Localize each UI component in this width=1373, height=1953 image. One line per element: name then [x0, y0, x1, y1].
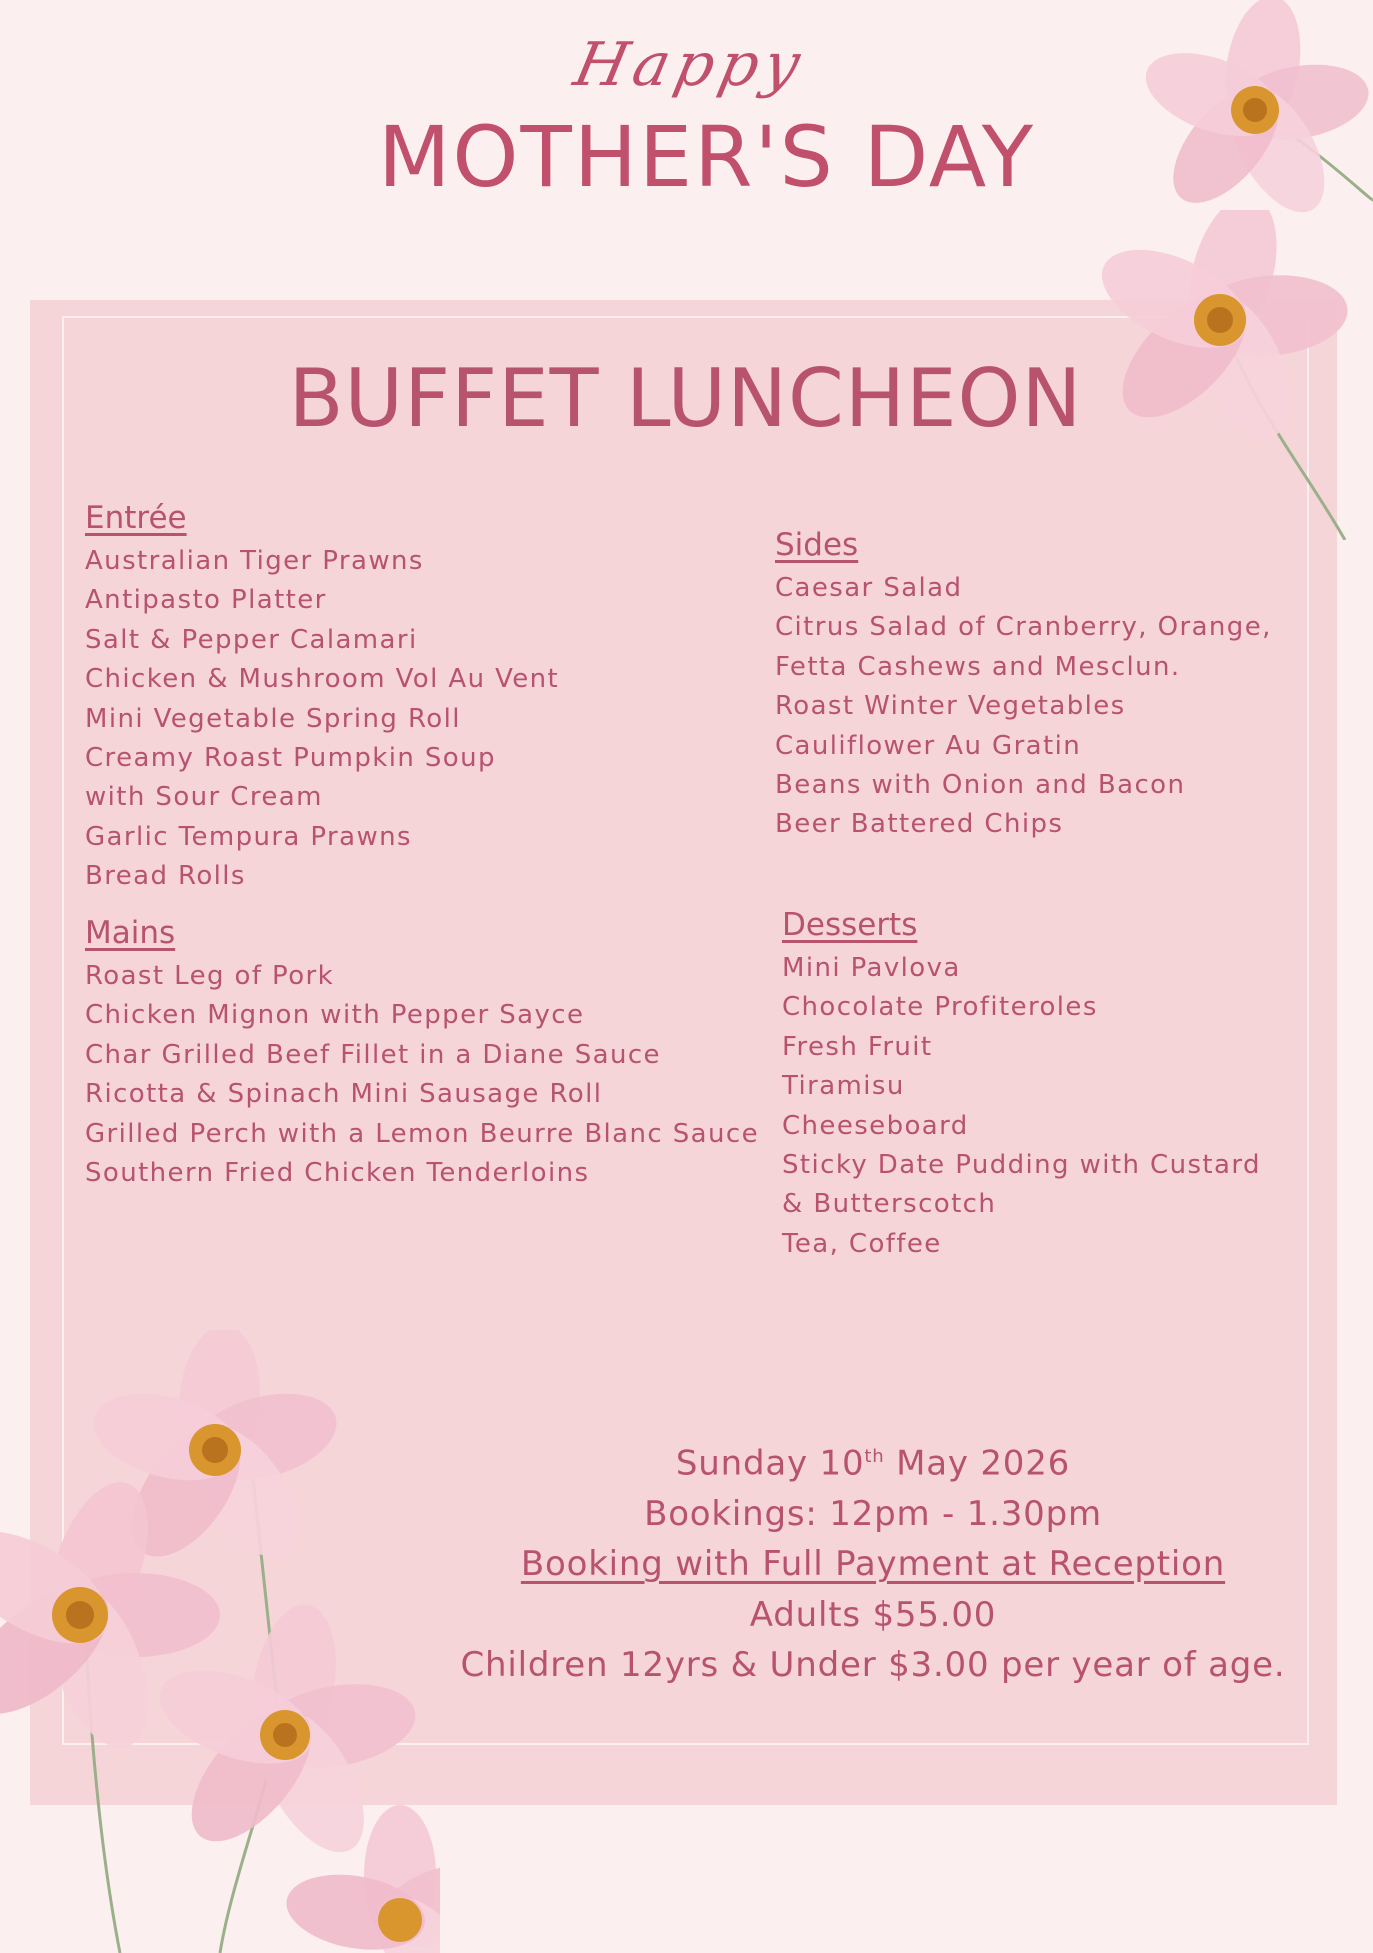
sides-section	[775, 527, 1272, 845]
desserts-section	[782, 907, 1261, 1264]
menu-item: Ricotta & Spinach Mini Sausage Roll	[85, 1079, 603, 1110]
flower-petals	[1135, 0, 1373, 228]
event-info	[430, 1432, 1316, 1691]
menu-item: Bread Rolls	[85, 861, 246, 892]
menu-item: Tiramisu	[782, 1071, 905, 1102]
menu-item: Fetta Cashews and Mesclun.	[775, 651, 1181, 682]
menu-item: Tea, Coffee	[782, 1228, 942, 1259]
menu-item: Chicken & Mushroom Vol Au Vent	[85, 664, 560, 695]
mains-heading: Mains	[85, 915, 176, 951]
buffet-luncheon-title: BUFFET LUNCHEON	[288, 352, 1083, 445]
sides-list	[775, 569, 1272, 845]
menu-item: Garlic Tempura Prawns	[85, 821, 412, 852]
menu-item: Salt & Pepper Calamari	[85, 624, 418, 655]
menu-item: Char Grilled Beef Fillet in a Diane Sauce	[85, 1039, 661, 1070]
menu-item: Cheeseboard	[782, 1110, 969, 1141]
flower-decoration-top-right-lower	[1075, 210, 1373, 540]
menu-item: Grilled Perch with a Lemon Beurre Blanc Sauce	[85, 1118, 759, 1149]
children-price: Children 12yrs & Under $3.00 per year of age.	[460, 1645, 1286, 1686]
desserts-list	[782, 949, 1261, 1264]
menu-item: Chicken Mignon with Pepper Sayce	[85, 1000, 585, 1031]
menu-item: Australian Tiger Prawns	[85, 546, 424, 576]
menu-item: Southern Fried Chicken Tenderloins	[85, 1158, 590, 1189]
menu-item: Fresh Fruit	[782, 1031, 933, 1062]
menu-item: Chocolate Profiteroles	[782, 992, 1098, 1023]
menu-item: Roast Winter Vegetables	[775, 691, 1126, 722]
flower-decoration-top-right-upper	[1120, 0, 1373, 235]
entree-heading: Entrée	[85, 500, 187, 536]
flower-decoration-bottom-left	[0, 1330, 440, 1953]
mains-list	[85, 957, 759, 1193]
menu-item: Antipasto Platter	[85, 585, 327, 616]
menu-item: Mini Vegetable Spring Roll	[85, 703, 461, 734]
menu-item: Creamy Roast Pumpkin Soup	[85, 743, 496, 774]
menu-item: Cauliflower Au Gratin	[775, 730, 1082, 761]
event-date-day: Sunday 10	[675, 1443, 865, 1484]
menu-item: Mini Pavlova	[782, 953, 961, 983]
menu-item: Beans with Onion and Bacon	[775, 770, 1186, 801]
menu-item: Beer Battered Chips	[775, 809, 1064, 840]
sides-heading: Sides	[775, 527, 859, 563]
happy-script-title: Happy	[568, 30, 812, 100]
payment-note: Booking with Full Payment at Reception	[520, 1544, 1226, 1585]
flower-petals	[1087, 210, 1351, 453]
event-bookings: Bookings: 12pm - 1.30pm	[644, 1493, 1102, 1534]
menu-item: Sticky Date Pudding with Custard	[782, 1150, 1261, 1181]
entree-section	[85, 500, 559, 897]
menu-item: Citrus Salad of Cranberry, Orange,	[775, 612, 1272, 643]
menu-item: Caesar Salad	[775, 573, 963, 603]
desserts-heading: Desserts	[782, 907, 918, 943]
event-date-month-year: May 2026	[884, 1443, 1071, 1484]
mains-section	[85, 915, 759, 1193]
event-date	[430, 1432, 1316, 1489]
entree-list	[85, 542, 559, 897]
menu-item: & Butterscotch	[782, 1189, 997, 1220]
adult-price: Adults $55.00	[749, 1594, 997, 1635]
menu-item: Roast Leg of Pork	[85, 961, 335, 991]
mothers-day-title: MOTHER'S DAY	[377, 108, 1036, 206]
menu-item: with Sour Cream	[85, 782, 323, 813]
event-date-suffix: th	[864, 1446, 885, 1467]
